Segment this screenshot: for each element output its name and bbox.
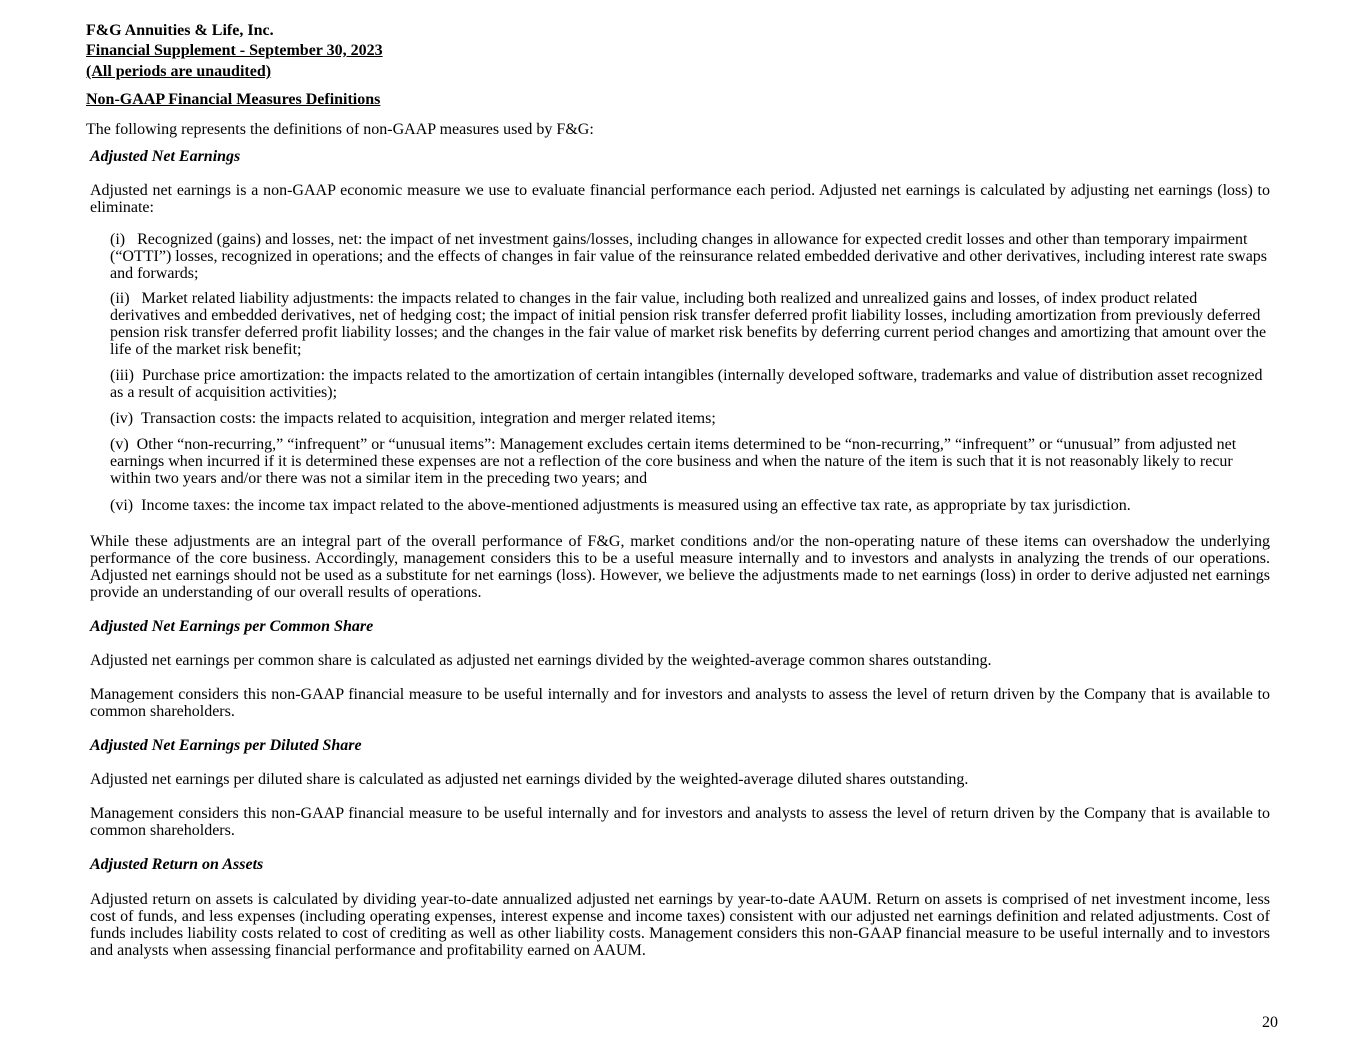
heading-per-common-share: Adjusted Net Earnings per Common Share xyxy=(90,618,374,635)
page-number: 20 xyxy=(1262,1014,1278,1031)
ane-paragraph: Adjusted net earnings is a non-GAAP economic measure we use to evaluate financial performance each period. Adjusted net earnings is calculated by adjusting net earnings (loss) to eliminate: xyxy=(90,182,1270,216)
heading-return-on-assets: Adjusted Return on Assets xyxy=(90,856,264,873)
item-number: (ii) xyxy=(110,290,130,307)
list-item xyxy=(110,410,1270,427)
intro-text: The following represents the definitions of non-GAAP measures used by F&G: xyxy=(86,121,594,138)
item-number: (vi) xyxy=(110,497,134,514)
supplement-title: Financial Supplement - September 30, 2023 xyxy=(86,42,383,59)
section-title: Non-GAAP Financial Measures Definitions xyxy=(86,91,381,108)
list-item xyxy=(110,436,1270,487)
item-text: Market related liability adjustments: the impacts related to changes in the fair value, including both realized and unrealized gains and losses, of index product related derivatives and embedded derivatives, net of hedging cost; the impact of initial pension risk transfer deferred profit liability losses, including amortization from previously deferred pension risk transfer deferred profit liability losses; and the changes in the fair value of market risk benefits by deferring current period changes and amortizing that amount over the life of the market risk benefit; xyxy=(110,290,1267,358)
list-item xyxy=(110,231,1270,282)
heading-per-diluted-share: Adjusted Net Earnings per Diluted Share xyxy=(90,737,362,754)
item-text: Transaction costs: the impacts related to acquisition, integration and merger related items; xyxy=(140,410,716,427)
per-common-share-p2: Management considers this non-GAAP financial measure to be useful internally and for investors and analysts to assess the level of return driven by the Company that is available to common shareholders. xyxy=(90,686,1270,720)
company-name: F&G Annuities & Life, Inc. xyxy=(86,22,274,39)
item-text: Income taxes: the income tax impact related to the above-mentioned adjustments is measured using an effective tax rate, as appropriate by tax jurisdiction. xyxy=(141,497,1131,514)
list-item xyxy=(110,497,1270,514)
per-common-share-p1: Adjusted net earnings per common share is calculated as adjusted net earnings divided by the weighted-average common shares outstanding. xyxy=(90,652,992,669)
item-number: (iii) xyxy=(110,367,134,384)
list-item xyxy=(110,290,1270,358)
unaudited-note: (All periods are unaudited) xyxy=(86,63,272,80)
heading-adjusted-net-earnings: Adjusted Net Earnings xyxy=(90,148,241,165)
item-text: Recognized (gains) and losses, net: the impact of net investment gains/losses, including changes in allowance for expected credit losses and other than temporary impairment (“OTTI”) losses, recognized in operations; and the effects of changes in fair value of the reinsurance related embedded derivative and other derivatives, including interest rate swaps and forwards; xyxy=(110,231,1268,282)
ane-closing-paragraph: While these adjustments are an integral part of the overall performance of F&G, market conditions and/or the non-operating nature of these items can overshadow the underlying performance of the core business. Accordingly, management considers this to be a useful measure internally and to investors and analysts in analyzing the trends of our operations. Adjusted net earnings should not be used as a substitute for net earnings (loss). However, we believe the adjustments made to net earnings (loss) in order to derive adjusted net earnings provide an understanding of our overall results of operations. xyxy=(90,533,1270,601)
return-on-assets-p1: Adjusted return on assets is calculated by dividing year-to-date annualized adjusted net earnings by year-to-date AAUM. Return on assets is comprised of net investment income, less cost of funds, and less expenses (including operating expenses, interest expense and income taxes) consistent with our adjusted net earnings definition and related adjustments. Cost of funds includes liability costs related to cost of crediting as well as other liability costs. Management considers this non-GAAP financial measure to be useful internally and to investors and analysts when assessing financial performance and profitability earned on AAUM. xyxy=(90,891,1270,959)
item-text: Other “non-recurring,” “infrequent” or “unusual items”: Management excludes certain items determined to be “non-recurring,” “infrequent” or “unusual” from adjusted net earnings when incurred if it is determined these expenses are not a reflection of the core business and when the nature of the item is such that it is not reasonably likely to recur within two years and/or there was not a similar item in the preceding two years; and xyxy=(110,436,1237,487)
per-diluted-share-p2: Management considers this non-GAAP financial measure to be useful internally and for investors and analysts to assess the level of return driven by the Company that is available to common shareholders. xyxy=(90,805,1270,839)
item-number: (v) xyxy=(110,436,129,453)
item-number: (iv) xyxy=(110,410,134,427)
item-number: (i) xyxy=(110,231,126,248)
list-item xyxy=(110,367,1270,401)
per-diluted-share-p1: Adjusted net earnings per diluted share is calculated as adjusted net earnings divided by the weighted-average diluted shares outstanding. xyxy=(90,771,969,788)
item-text: Purchase price amortization: the impacts related to the amortization of certain intangibles (internally developed software, trademarks and value of distribution asset recognized as a result of acquisition activities); xyxy=(110,367,1263,401)
